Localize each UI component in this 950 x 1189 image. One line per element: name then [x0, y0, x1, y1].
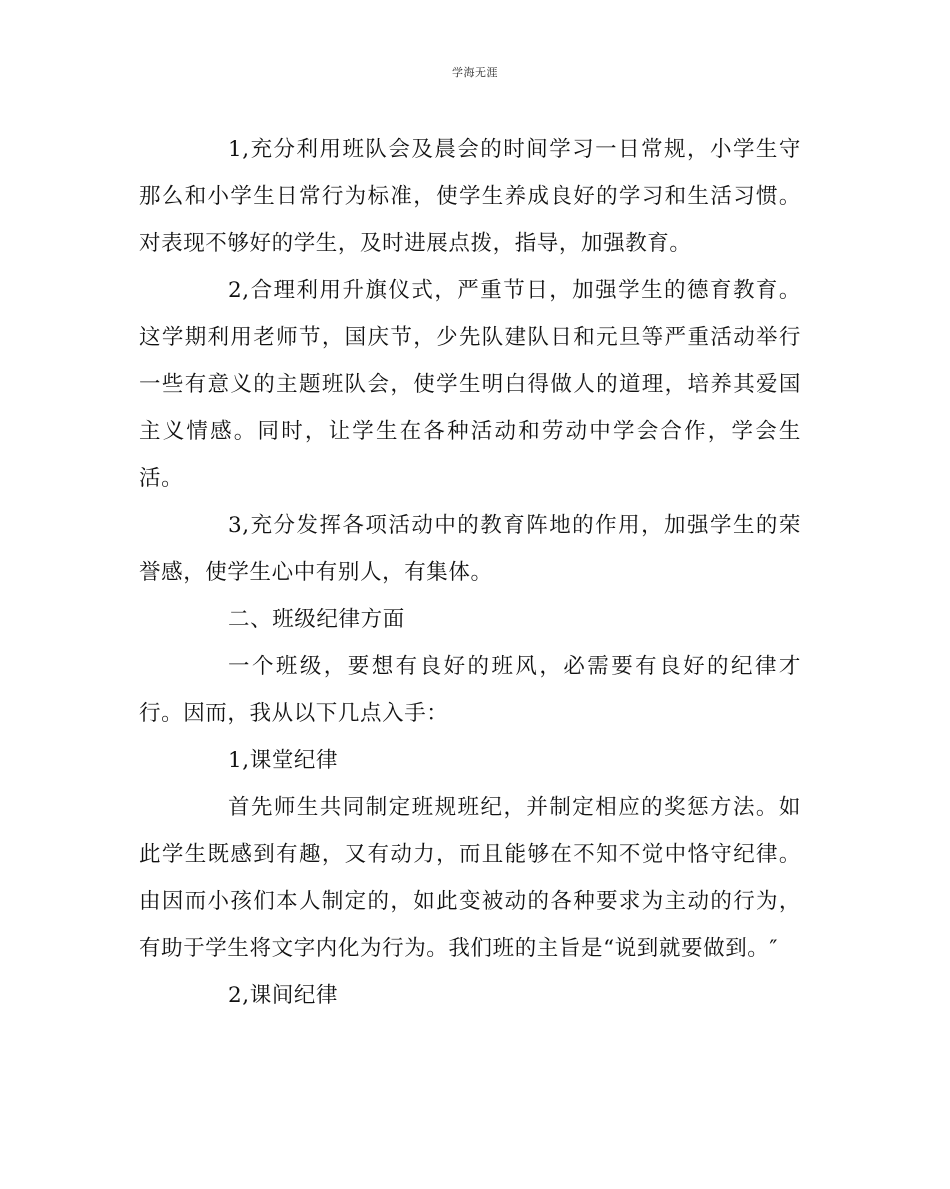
paragraph-class-rules: 首先师生共同制定班规班纪，并制定相应的奖惩方法。如此学生既感到有趣，又有动力，而且能够在不知不觉中恪守纪律。由因而小孩们本人制定的，如此变被动的各种要求为主动的行为，有助于学生将文字内化为行为。我们班的主旨是“说到就要做到。″: [139, 795, 801, 961]
paragraph-routine-study: 1,充分利用班队会及晨会的时间学习一日常规，小学生守那么和小学生日常行为标准，使学生养成良好的学习和生活习惯。对表现不够好的学生，及时进展点拨，指导，加强教育。: [139, 137, 801, 256]
document-body: [139, 126, 801, 1019]
subheading-break-discipline: 2,课间纪律: [228, 983, 339, 1008]
subheading-classroom-discipline: 1,课堂纪律: [228, 748, 339, 773]
paragraph-flag-ceremony: 2,合理利用升旗仪式，严重节日，加强学生的德育教育。这学期利用老师节，国庆节，少先队建队日和元旦等严重活动举行一些有意义的主题班队会，使学生明白得做人的道理，培养其爱国主义情感。同时，让学生在各种活动和劳动中学会合作，学会生活。: [139, 278, 801, 491]
paragraph-activities: 3,充分发挥各项活动中的教育阵地的作用，加强学生的荣誉感，使学生心中有别人，有集体。: [139, 513, 801, 585]
section-heading-discipline: 二、班级纪律方面: [228, 607, 405, 632]
paragraph-discipline-intro: 一个班级，要想有良好的班风，必需要有良好的纪律才行。因而，我从以下几点入手：: [139, 654, 801, 726]
page-header: 学海无涯: [452, 66, 498, 79]
